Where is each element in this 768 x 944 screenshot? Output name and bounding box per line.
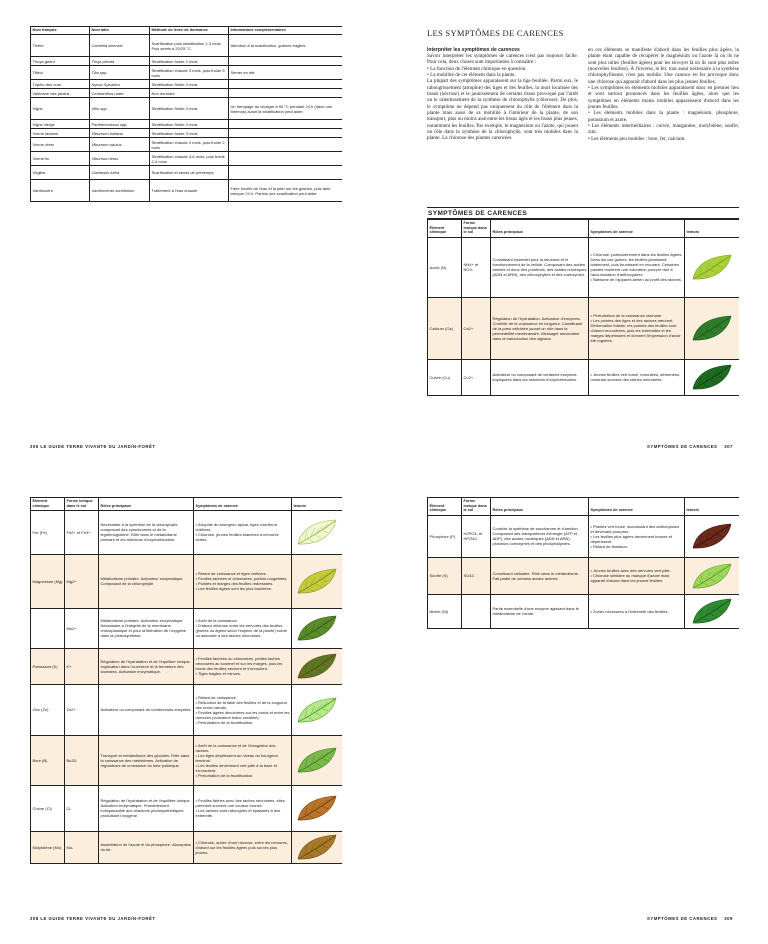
symptom-item: • Feuilles tachées ou chlorosées, petites taches nécrosées au sommet et sur les marges, puis les bords des feuilles sèchent et s'enroulent. [195, 656, 283, 672]
symptom-item: • Chlorose, jeunes feuilles blanches à nervures vertes. [195, 532, 279, 543]
leaf-sample-cell [292, 554, 343, 608]
ion-form-cell: Mn2+ [65, 608, 99, 648]
element-cell: Calcium (Ca) [428, 297, 462, 359]
table-row [31, 684, 343, 735]
leaf-sample-cell [292, 785, 343, 831]
symptom-item: • Jeunes feuilles vert foncé, enroulées, déformées, montrant souvent des taches nécrosées. [590, 372, 681, 383]
name-latin-cell: Cladrastis lutea [90, 166, 150, 180]
roles-cell: Assimilation de l'azote et du phosphore. Absorption du fer. [99, 831, 194, 863]
info-cell [229, 138, 343, 152]
method-cell: Scarification et semis de printemps [150, 166, 229, 180]
table-row [428, 515, 740, 557]
symptom-item: • Les feuilles plus âgées deviennent brunes et dépérissent. [590, 533, 672, 544]
footer-307 [647, 444, 733, 449]
element-cell: Azote (N) [428, 237, 462, 297]
table-row [31, 648, 343, 684]
leaf-sample-image [690, 362, 734, 392]
symptom-item: • Arrêt de la croissance. [195, 618, 238, 624]
symptom-item: • Chlorose, particulièrement dans les feuilles âgées. Dans les cas graves, les feuilles jaunissent totalement, puis brunissent en mourant. Certaines plantes montrent une coloration pourpre due à l'accumulation d'anthocyanes. [590, 252, 683, 278]
column-header: Élément chimique [428, 220, 462, 238]
symptoms-cell [194, 831, 292, 863]
name-fr-cell: Valériane des jardins [31, 89, 90, 98]
symptom-item: • Perturbation de la fructification. [195, 719, 254, 725]
table-row [31, 66, 343, 80]
leaf-sample-image [690, 596, 734, 626]
method-cell: Stratification froide 3 mois [150, 98, 229, 120]
ion-form-cell: Cu2+ [462, 359, 491, 395]
symptoms-cell [194, 735, 292, 785]
leaf-sample-cell [685, 297, 740, 359]
deficiency-table [427, 219, 739, 396]
element-cell: Cuivre (Cu) [428, 359, 462, 395]
info-cell: Semer en été. [229, 66, 343, 80]
element-cell: Nickel (Ni) [428, 594, 462, 628]
leaf-sample-cell [292, 648, 343, 684]
table-row [428, 237, 740, 297]
roles-cell: Activateur ou composant de nombreuses enzymes. [99, 684, 194, 735]
table-row [31, 554, 343, 608]
deficiency-table-header [428, 498, 740, 516]
info-cell [229, 120, 343, 129]
name-latin-cell: Viburnum tinus [90, 152, 150, 166]
method-cell: Stratification froide 1 mois [150, 57, 229, 66]
ion-form-cell: K+ [65, 648, 99, 684]
table-row [428, 594, 740, 628]
leaf-sample-image [295, 566, 339, 596]
name-latin-cell: Centranthus ruber [90, 89, 150, 98]
leaf-sample-image [295, 793, 339, 823]
name-latin-cell: Xanthoceras sorbifolium [90, 180, 150, 202]
symptom-item: • Feuilles flétries avec des taches nécrosées, elles prennent souvent une couleur bronze. [195, 798, 285, 809]
table-title: SYMPTÔMES DE CARENCES [427, 207, 739, 219]
table-row [428, 359, 740, 395]
column-header: Rôles principaux [99, 498, 194, 511]
roles-cell: Constituant essentiel pour la structure et le fonctionnement de la cellule. Composant des acides aminés et donc des protéines, des acides nucléiques (ADN et ARN), des chlorophylles et des coenzymes. [491, 237, 589, 297]
name-fr-cell: Vigne [31, 98, 90, 120]
element-cell: Magnésium (Mg) [31, 554, 65, 608]
info-cell: Attention à la scarification, graines fragiles. [229, 35, 343, 57]
symptoms-cell [589, 557, 685, 594]
table-row [31, 166, 343, 180]
leaf-sample-cell [292, 608, 343, 648]
ion-form-cell: SO42- [462, 557, 491, 594]
name-fr-cell: Xanthocère [31, 180, 90, 202]
leaf-sample-cell [685, 237, 740, 297]
column-header: Rôles principaux [491, 498, 589, 516]
paragraph: • La fonction de l'élément chimique en question. [427, 65, 527, 72]
symptoms-cell [589, 515, 685, 557]
table-row [31, 608, 343, 648]
table-row [31, 138, 343, 152]
footer-308: 308 LE GUIDE TERRE VIVANTE DU JARDIN-FORÊT [30, 916, 156, 921]
column-header: Symptômes de carence [589, 498, 685, 516]
paragraph: • Les éléments intermédiaires : cuivre, manganèse, molybdène, soufre, zinc. [588, 122, 739, 136]
roles-cell: Régulation de l'hydratation. Activateur d'enzymes. Contrôle de la croissance en longueur. Constituant de la paroi cellulaire jouant un rôle dans la perméabilité membranaire. Messager secondaire dans la transduction des signaux. [491, 297, 589, 359]
footer-title: SYMPTÔMES DE CARENCES [647, 916, 718, 921]
leaf-sample-cell [292, 831, 343, 863]
element-cell: Bore (B) [31, 735, 65, 785]
info-cell [229, 89, 343, 98]
ion-form-cell: H2PO4- et HPO42- [462, 515, 491, 557]
paragraph: en ces éléments se manifeste d'abord dans les feuilles plus âgées, la plante étant capable de récupérer le magnésium ou l'azote là où ils ne sont plus utiles (feuilles âgées) pour les envoyer là où ils sont plus utiles (nouvelles feuilles). À l'inverse, le fer, tout aussi nécessaire à la synthèse chlorophyllienne, n'est pas mobile. Une carence en fer provoque donc une chlorose qui apparaît d'abord dans les plus jeunes feuilles. [588, 47, 739, 85]
method-cell: Stratification chaude 4 mois, puis froide 2 mois [150, 138, 229, 152]
roles-cell: Partie essentielle d'une enzyme agissant dans le métabolisme de l'azote. [491, 594, 589, 628]
column-header: Nom français [31, 27, 90, 35]
dormancy-table [30, 26, 342, 202]
method-cell: Scarification puis stratification 1-3 mois. Puis semis à 20/25 °C. [150, 35, 229, 57]
table-row [31, 831, 343, 863]
leaf-sample-image [295, 651, 339, 681]
name-latin-cell: Viburnum lantana [90, 129, 150, 138]
paragraph: Savoir interpréter les symptômes de carences n'est pas toujours facile. Pour cela, deux choses sont importantes à connaître : [427, 53, 578, 66]
element-cell: Molybdène (Mo) [31, 831, 65, 863]
page-number: 309 [724, 916, 733, 921]
leaf-sample-image [295, 832, 339, 862]
symptoms-cell [194, 608, 292, 648]
symptoms-cell [194, 554, 292, 608]
method-cell: Stratification chaude 3 mois, puis froide 5 mois [150, 66, 229, 80]
ion-form-cell: Fe2+ et Fe3+ [65, 510, 99, 554]
symptom-item: • Perturbation de la fructification. [195, 772, 254, 778]
leaf-sample-image [295, 613, 339, 643]
method-cell: Stratification froide 3 mois [150, 129, 229, 138]
name-fr-cell: Viorne lantane [31, 129, 90, 138]
leaf-sample-image [295, 695, 339, 725]
name-latin-cell: Vitis spp. [90, 98, 150, 120]
table-row [31, 180, 343, 202]
roles-cell: Constituant cellulaire. Rôle dans le métabolisme. Fait partie de certains acides aminés. [491, 557, 589, 594]
roles-cell: Transport et métabolisme des glucides. Rôle dans la croissance des méristèmes. Activation de régulateurs de croissance du tube pollinique. [99, 735, 194, 785]
element-cell [31, 608, 65, 648]
section-title: LES SYMPTÔMES DE CARENCES [427, 28, 564, 38]
paragraph: • La mobilité de cet élément dans la plante. [427, 72, 516, 79]
symptoms-cell [194, 648, 292, 684]
symptom-item: • Retard de croissance et tiges chétives. [195, 571, 267, 577]
column-header: Informations complémentaires [229, 27, 343, 35]
table-row [31, 57, 343, 66]
ion-form-cell [462, 594, 491, 628]
table-row [31, 35, 343, 57]
subheading: Interpréter les symptômes de carences [427, 47, 520, 53]
column-header: témoin [685, 220, 740, 238]
symptoms-cell [589, 297, 685, 359]
leaf-sample-image [690, 561, 734, 591]
column-header: Symptômes de carence [194, 498, 292, 511]
symptom-item: • Perturbation de la croissance racinaire. [590, 313, 663, 319]
roles-cell: Contrôle la synthèse de saccharose et d'amidon. Composant des transporteurs d'énergie (ATP et ADP), des acides nucléiques (ADN et ARN), plusieurs coenzymes et des phospholipides. [491, 515, 589, 557]
roles-cell: Nécessaire à la synthèse de la chlorophylle, composant des cytochromes et de la leghémoglobine. Rôle dans le métabolisme primaire et les réactions d'oxydoréduction. [99, 510, 194, 554]
paragraph: La plupart des symptômes apparaissent sur la tige feuillée. Parmi eux, le rabougrissement (atrophie) des tiges et des feuilles, la mort localisée des tissus (nécrose) et le jaunissement de certains tissus provoqué par l'arrêt ou le ralentissement de la synthèse de chlorophylle (chlorose). De plus, le symptôme ne dépend pas uniquement du rôle de l'élément dans la plante mais aussi de sa mobilité à l'intérieur de la plante, de son transport, plus ou moins aisé entre les tissus âgés et les tissus plus jeunes, notamment les feuilles. Par exemple, le magnésium ou l'azote, qui jouent un rôle dans la synthèse de la chlorophylle, sont très mobiles dans la plante. La chlorose des plantes carencées [427, 78, 578, 142]
deficiency-table-header [428, 220, 740, 238]
name-fr-cell: Vigne vierge [31, 120, 90, 129]
leaf-sample-image [690, 313, 734, 343]
symptom-item: • Réduction de la taille des feuilles et de la longueur des entre-nœuds. [195, 699, 288, 710]
footer-306: 306 LE GUIDE TERRE VIVANTE DU JARDIN-FORÊT [30, 444, 156, 449]
symptoms-cell [194, 785, 292, 831]
leaf-sample-cell [292, 510, 343, 554]
paragraph: • Les éléments mobiles dans la plante : magnésium, phosphore, potassium et azote. [588, 110, 739, 123]
ion-form-cell: Mg2+ [65, 554, 99, 608]
leaf-sample-image [295, 745, 339, 775]
ion-form-cell: Bo33- [65, 735, 99, 785]
column-header: Élément chimique [31, 498, 65, 511]
name-latin-cell: Tilia spp. [90, 66, 150, 80]
symptom-item: • Les feuilles deviennent vert pâle à la base et s'enroulent. [195, 762, 277, 773]
dormancy-table-header [31, 27, 343, 35]
element-cell: Soufre (S) [428, 557, 462, 594]
element-cell: Fer (Fe) [31, 510, 65, 554]
name-latin-cell: Nyssa Sylvatica [90, 80, 150, 89]
table-row [31, 152, 343, 166]
roles-cell: Métabolisme primaire. Activateur enzymatique. Nécessaire à l'intégrité de la membrane chloroplastique et pour la libération de l'oxygène dans la photosynthèse. [99, 608, 194, 648]
column-header: témoin [292, 498, 343, 511]
method-cell: Stratification chaude 4-6 mois, puis froide 2-4 mois [150, 152, 229, 166]
deficiency-table-307 [427, 207, 739, 403]
leaf-sample-cell [292, 684, 343, 735]
info-cell [229, 129, 343, 138]
symptom-item: • Les feuilles âgées sont les plus touchées. [195, 586, 272, 592]
name-fr-cell: Tupélo des ours [31, 80, 90, 89]
name-fr-cell: Viorne obier [31, 138, 90, 152]
table-row [31, 89, 343, 98]
column-header: Forme ionique dans le sol [462, 498, 491, 516]
column-header: Forme ionique dans le sol [462, 220, 491, 238]
leaf-sample-cell [685, 557, 740, 594]
text-column-left [427, 47, 578, 197]
symptom-item: • Feuilles tachées et chlorosées, parfois rougeâtres. [195, 576, 288, 582]
symptom-item: • D'abord chlorose entre les nervures des feuilles (jeunes ou âgées selon l'espèce de la plante) suivie ou associée à des taches nécrosées. [195, 623, 287, 639]
name-latin-cell: Parthenocissus spp. [90, 120, 150, 129]
symptom-item: • Jeunes feuilles avec des nervures vert pâle. [590, 568, 671, 574]
info-cell [229, 57, 343, 66]
name-fr-cell: Tilleul [31, 66, 90, 80]
element-cell: Zinc (Zn) [31, 684, 65, 735]
name-fr-cell: Thuya géant [31, 57, 90, 66]
element-cell: Phosphore (P) [428, 515, 462, 557]
name-latin-cell: Camellia sinensis [90, 35, 150, 57]
element-cell: Potassium (K) [31, 648, 65, 684]
column-header: Rôles principaux [491, 220, 589, 238]
paragraph: • Les éléments peu mobiles : bore, fer, calcium. [588, 135, 686, 142]
element-cell: Chlore (Cl) [31, 785, 65, 831]
deficiency-table-308 [30, 497, 342, 864]
leaf-sample-cell [685, 515, 740, 557]
method-cell: Non dormant [150, 89, 229, 98]
method-cell: Stratification froide 3 mois [150, 120, 229, 129]
method-cell: Stratification froide 3 mois [150, 80, 229, 89]
table-row [31, 80, 343, 89]
text-column-right [588, 47, 739, 197]
symptom-item: • Retard de floraison. [590, 543, 628, 549]
name-fr-cell: Viorne tin [31, 152, 90, 166]
table-row [31, 735, 343, 785]
info-cell [229, 166, 343, 180]
table-row [428, 557, 740, 594]
symptom-item: • Les racines sont rabougries et épaissies à leur extrémité. [195, 808, 281, 819]
column-header: Méthode de levée de dormance [150, 27, 229, 35]
paragraph: • Les symptômes en éléments mobiles apparaissent donc en premier lieu et sont surtout prononcés dans les feuilles âgées, alors que les symptômes en éléments moins mobiles apparaissent d'abord dans les jeunes feuilles. [588, 84, 739, 110]
page-306 [30, 26, 342, 426]
footer-title: SYMPTÔMES DE CARENCES [647, 444, 718, 449]
symptom-item: • Tiges fragiles et minces. [195, 671, 241, 677]
name-fr-cell: Théier [31, 35, 90, 57]
roles-cell: Métabolisme primaire. Activateur enzymatique. Composant de la chlorophylle. [99, 554, 194, 608]
symptom-item: • Les tiges dépérissent au niveau du bourgeon terminal. [195, 752, 278, 763]
symptom-item: • Plantes vert foncé, accumulant des anthocyanes et devenant pourpres. [590, 523, 680, 534]
symptom-item: • Chlorose, suivie d'une nécrose, entre les nervures, d'abord sur les feuilles âgées puis sur les plus jeunes. [195, 839, 288, 855]
page-308 [30, 497, 342, 882]
leaf-sample-cell [685, 594, 740, 628]
column-header: Nom latin [90, 27, 150, 35]
leaf-sample-cell [685, 359, 740, 395]
symptoms-cell [194, 510, 292, 554]
page-number: 307 [724, 444, 733, 449]
ion-form-cell: Mo- [65, 831, 99, 863]
leaf-sample-image [690, 521, 734, 551]
symptom-item: • Chlorose similaire au manque d'azote mais apparaît d'abord dans les jeunes feuilles. [590, 573, 670, 584]
symptom-item: • Les pointes des tiges et des racines meurent. Déformation foliaire, les pointes des feuilles sont d'abord recourbées, puis les extrémités et les marges dépérissent et donnent l'impression d'avoir été rognées. [590, 318, 681, 344]
symptom-item: • Retard de croissance. [195, 694, 237, 700]
symptom-item: • Zones nécrosées à l'extrémité des feuilles. [590, 608, 669, 614]
column-header: Forme ionique dans le sol [65, 498, 99, 511]
table-row [31, 510, 343, 554]
column-header: Élément chimique [428, 498, 462, 516]
symptom-item: • Pointes et marges des feuilles redressées. [195, 581, 274, 587]
ion-form-cell: Ca2+ [462, 297, 491, 359]
info-cell: Un trempage au vinaigre à 50 °C pendant 24 h (dans une thermos) avant la stratification peut aider. [229, 98, 343, 120]
table-row [31, 98, 343, 120]
ion-form-cell: Cl- [65, 785, 99, 831]
leaf-sample-cell [292, 735, 343, 785]
symptom-item: • Arrêt de la croissance et de l'élongation des racines. [195, 742, 276, 753]
symptoms-cell [589, 594, 685, 628]
page-309 [427, 497, 739, 642]
ion-form-cell: NH4+ et NO3- [462, 237, 491, 297]
symptom-item: • Atrophie du bourgeon apical, tiges courtes et chétives. [195, 522, 278, 533]
table-row [31, 785, 343, 831]
info-cell: Faire bouillir de l'eau et la jeter sur les graines, puis faire tremper 24 h. Parfois une scarification peut aider. [229, 180, 343, 202]
column-header: Symptômes de carence [589, 220, 685, 238]
leaf-sample-image [690, 252, 734, 282]
name-latin-cell: Viburnum opulus [90, 138, 150, 152]
deficiency-table-header [31, 498, 343, 511]
symptom-item: • Nanisme de l'appareil aérien au profit des racines. [590, 277, 682, 283]
symptoms-cell [194, 684, 292, 735]
name-fr-cell: Virgilier [31, 166, 90, 180]
name-latin-cell: Thuja plicata [90, 57, 150, 66]
method-cell: Traitement à l'eau chaude [150, 180, 229, 202]
deficiency-table-309 [427, 497, 739, 629]
info-cell [229, 152, 343, 166]
roles-cell: Régulation de l'hydratation et de l'équilibre ionique. Implication dans l'ouverture et la fermeture des stomates. Activation enzymatique. [99, 648, 194, 684]
column-header: témoin [685, 498, 740, 516]
info-cell [229, 80, 343, 89]
table-row [31, 120, 343, 129]
symptoms-cell [589, 359, 685, 395]
roles-cell: Régulation de l'hydratation et de l'équilibre ionique. Activation enzymatique. Probablement indispensable aux réactions photosynthétiques produisant l'oxygène. [99, 785, 194, 831]
ion-form-cell: Zn2+ [65, 684, 99, 735]
symptoms-cell [589, 237, 685, 297]
leaf-sample-image [295, 517, 339, 547]
table-row [428, 297, 740, 359]
footer-309 [647, 916, 733, 921]
table-row [31, 129, 343, 138]
symptom-item: • Feuilles âgées décolorées sur les bords et entre les nervures (coloration blanc verdâtre). [195, 709, 290, 720]
roles-cell: Activateur ou composant de certaines enzymes impliquées dans les réactions d'oxydoréduction. [491, 359, 589, 395]
